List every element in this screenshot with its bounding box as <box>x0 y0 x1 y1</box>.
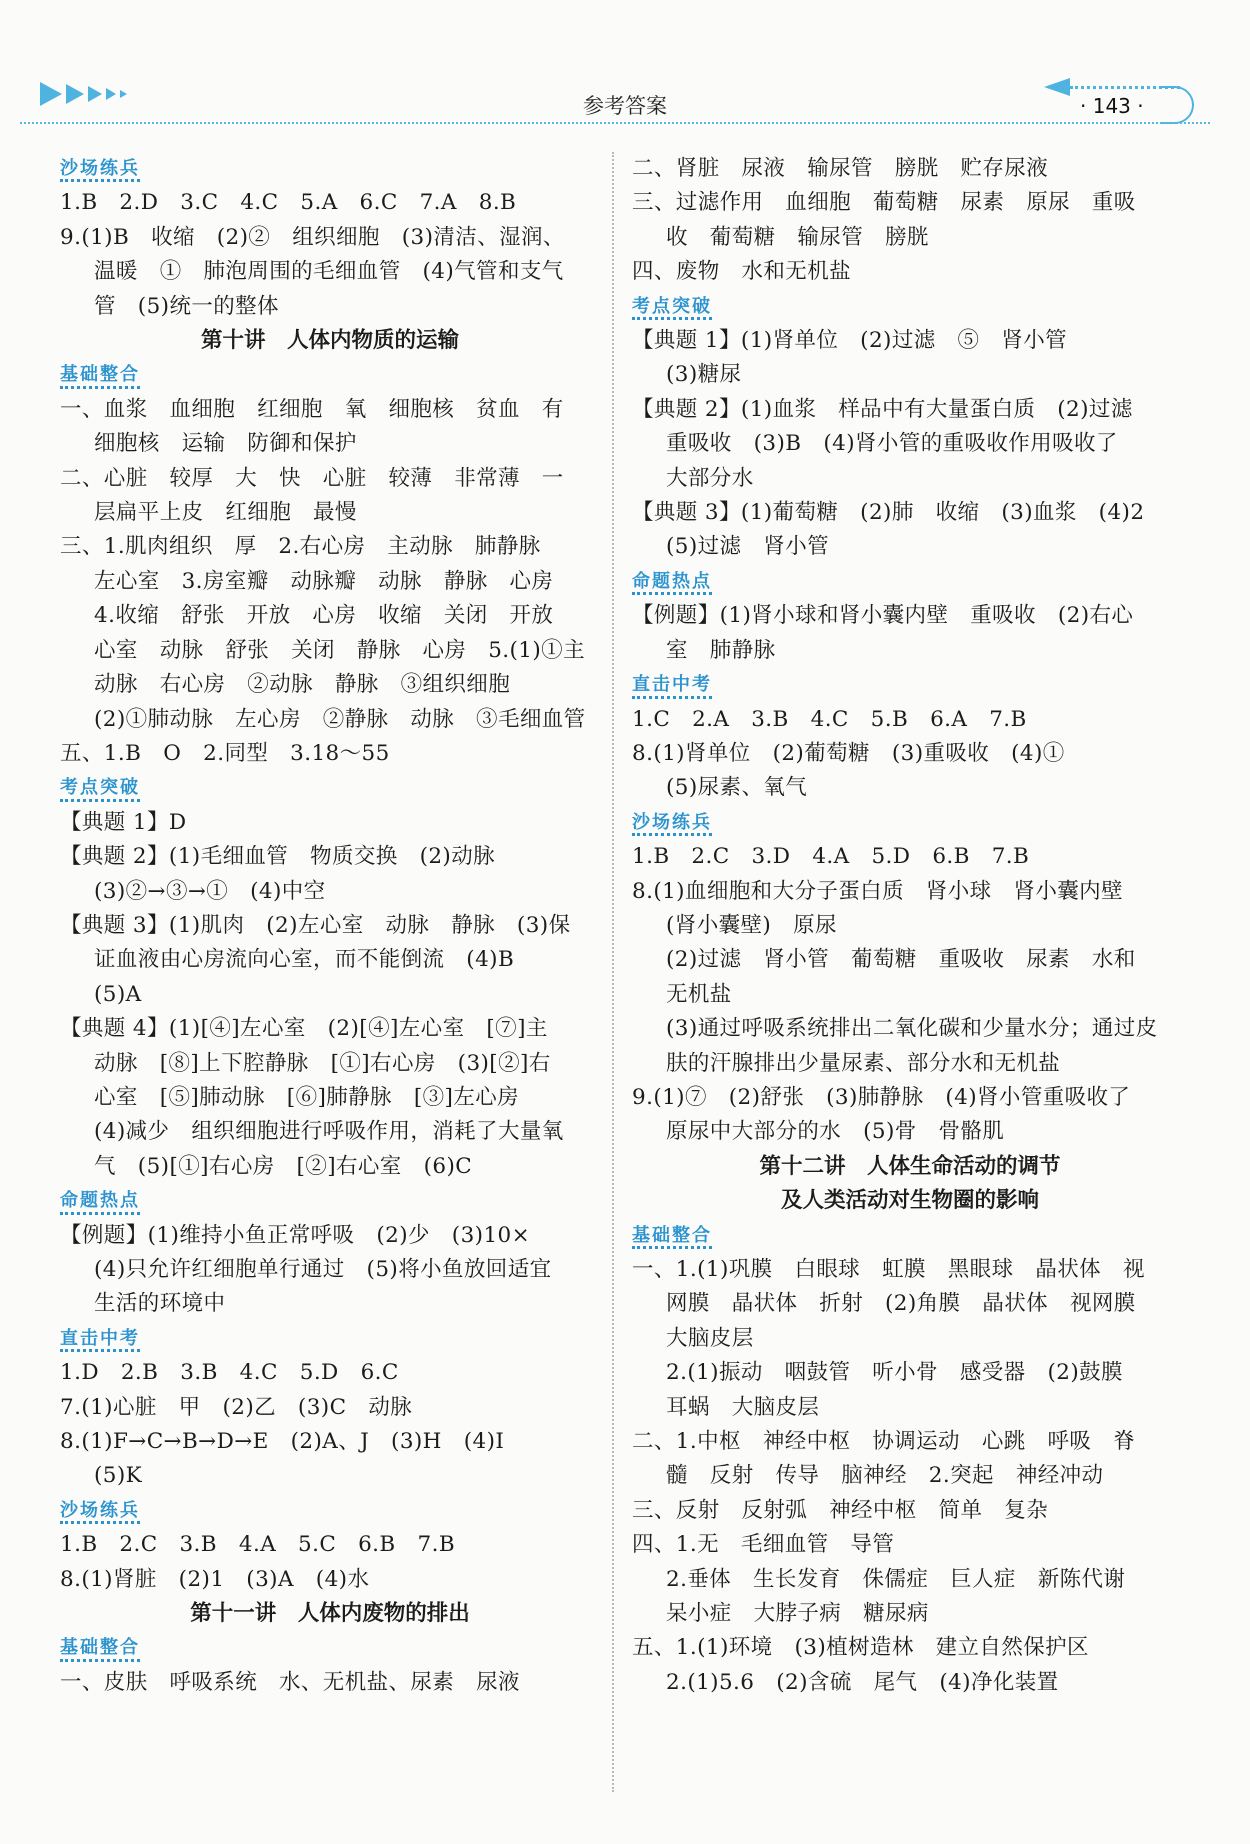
answer-line: 9.(1)⑦ (2)舒张 (3)肺静脉 (4)肾小管重吸收了 <box>632 1084 1131 1110</box>
section-heading-row <box>60 1494 600 1528</box>
answer-line: 原尿中大部分的水 (5)骨 骨骼肌 <box>666 1119 1005 1145</box>
section-heading: 命题热点 <box>632 565 712 599</box>
section-heading-row <box>632 290 1188 324</box>
answer-line: (2)过滤 肾小管 葡萄糖 重吸收 尿素 水和 <box>666 947 1136 973</box>
answer-line: 1.B 2.C 3.D 4.A 5.D 6.B 7.B <box>632 844 1030 870</box>
section-heading: 基础整合 <box>60 1631 140 1665</box>
section-heading: 直击中考 <box>632 668 712 702</box>
answer-line: 心室 动脉 舒张 关闭 静脉 心房 5.(1)①主 <box>94 637 585 663</box>
page-number-badge <box>1044 78 1194 122</box>
column-divider <box>612 152 614 1792</box>
answer-line: 气 (5)[①]右心房 [②]右心室 (6)C <box>94 1153 473 1179</box>
answer-line: 【典题 1】(1)肾单位 (2)过滤 ⑤ 肾小管 <box>632 328 1068 354</box>
answer-line: 【例题】(1)维持小鱼正常呼吸 (2)少 (3)10× <box>60 1222 531 1248</box>
answer-line: 1.D 2.B 3.B 4.C 5.D 6.C <box>60 1360 399 1386</box>
answer-line: 五、1.(1)环境 (3)植树造林 建立自然保护区 <box>632 1635 1089 1661</box>
answer-line: 二、肾脏 尿液 输尿管 膀胱 贮存尿液 <box>632 156 1049 181</box>
answer-line: 五、1.B O 2.同型 3.18～55 <box>60 740 390 766</box>
answer-line: 肤的汗腺排出少量尿素、部分水和无机盐 <box>666 1050 1061 1076</box>
answer-line: 【典题 3】(1)肌肉 (2)左心室 动脉 静脉 (3)保 <box>60 912 571 938</box>
answer-line: (4)只允许红细胞单行通过 (5)将小鱼放回适宜 <box>94 1257 552 1282</box>
section-heading-row <box>60 1184 600 1218</box>
answer-line: 【典题 2】(1)血浆 样品中有大量蛋白质 (2)过滤 <box>632 396 1133 422</box>
answer-line: 温暖 ① 肺泡周围的毛细血管 (4)气管和支气 <box>94 259 564 285</box>
answer-line: 大脑皮层 <box>666 1325 754 1351</box>
answer-line: 1.C 2.A 3.B 4.C 5.B 6.A 7.B <box>632 706 1027 732</box>
lecture-title: 第十二讲 人体生命活动的调节 <box>759 1153 1061 1179</box>
answer-line: 一、1.(1)巩膜 白眼球 虹膜 黑眼球 晶状体 视 <box>632 1257 1145 1282</box>
answer-line: (3)②→③→① (4)中空 <box>94 878 326 904</box>
answer-line: 三、过滤作用 血细胞 葡萄糖 尿素 原尿 重吸 <box>632 190 1136 216</box>
page-title: 参考答案 <box>583 94 667 118</box>
answer-line: 【典题 4】(1)[④]左心室 (2)[④]左心室 [⑦]主 <box>60 1016 548 1042</box>
section-heading: 沙场练兵 <box>632 806 712 840</box>
answer-line: (3)糖尿 <box>666 362 742 388</box>
answer-line: 室 肺静脉 <box>666 637 776 663</box>
answer-line: 8.(1)肾脏 (2)1 (3)A (4)水 <box>60 1566 370 1592</box>
section-heading: 沙场练兵 <box>60 1494 140 1528</box>
answer-line: 二、心脏 较厚 大 快 心脏 较薄 非常薄 一 <box>60 465 564 491</box>
section-heading-row <box>632 668 1188 702</box>
section-heading: 直击中考 <box>60 1322 140 1356</box>
answer-line: 耳蜗 大脑皮层 <box>666 1394 820 1420</box>
answer-line: 左心室 3.房室瓣 动脉瓣 动脉 静脉 心房 <box>94 568 554 594</box>
answer-line: 【例题】(1)肾小球和肾小囊内壁 重吸收 (2)右心 <box>632 603 1134 629</box>
answer-line: 重吸收 (3)B (4)肾小管的重吸收作用吸收了 <box>666 431 1118 457</box>
answer-line: (4)减少 组织细胞进行呼吸作用，消耗了大量氧 <box>94 1119 564 1145</box>
answer-line: 三、1.肌肉组织 厚 2.右心房 主动脉 肺静脉 <box>60 534 541 560</box>
answer-line: 一、皮肤 呼吸系统 水、无机盐、尿素 尿液 <box>60 1669 520 1695</box>
section-heading: 命题热点 <box>60 1184 140 1218</box>
section-heading: 考点突破 <box>60 771 140 805</box>
answer-line: 三、反射 反射弧 神经中枢 简单 复杂 <box>632 1497 1049 1523</box>
answer-line: 2.(1)振动 咽鼓管 听小骨 感受器 (2)鼓膜 <box>666 1360 1123 1386</box>
answer-line: 8.(1)肾单位 (2)葡萄糖 (3)重吸收 (4)① <box>632 740 1065 766</box>
page-header <box>0 0 1250 140</box>
answer-line: 4.收缩 舒张 开放 心房 收缩 关闭 开放 <box>94 603 554 629</box>
answer-line: (5)A <box>94 981 142 1007</box>
answer-line: 无机盐 <box>666 981 732 1007</box>
answer-line: 层扁平上皮 红细胞 最慢 <box>94 500 357 526</box>
answer-line: 大部分水 <box>666 465 754 491</box>
lecture-title: 第十讲 人体内物质的运输 <box>200 328 459 354</box>
answer-line: 心室 [⑤]肺动脉 [⑥]肺静脉 [③]左心房 <box>94 1084 520 1110</box>
section-heading-row <box>632 565 1188 599</box>
answer-line: 【典题 3】(1)葡萄糖 (2)肺 收缩 (3)血浆 (4)2 <box>632 500 1145 526</box>
section-heading-row <box>60 152 600 186</box>
answer-line: 呆小症 大脖子病 糖尿病 <box>666 1601 929 1627</box>
page-number: · 143 · <box>1080 94 1144 118</box>
answer-line: 细胞核 运输 防御和保护 <box>94 431 357 457</box>
section-heading: 考点突破 <box>632 290 712 324</box>
answer-line: 【典题 2】(1)毛细血管 物质交换 (2)动脉 <box>60 844 496 870</box>
right-column <box>632 152 1188 1700</box>
section-heading-row <box>60 358 600 392</box>
answer-line: 网膜 晶状体 折射 (2)角膜 晶状体 视网膜 <box>666 1291 1136 1317</box>
answer-line: (5)过滤 肾小管 <box>666 534 830 560</box>
section-heading: 沙场练兵 <box>60 152 140 186</box>
answer-line: (5)尿素、氧气 <box>666 775 808 801</box>
answer-line: (3)通过呼吸系统排出二氧化碳和少量水分；通过皮 <box>666 1016 1158 1042</box>
header-divider <box>20 122 1210 124</box>
answer-line: 1.B 2.C 3.B 4.A 5.C 6.B 7.B <box>60 1532 456 1558</box>
answer-line: 8.(1)F→C→B→D→E (2)A、J (3)H (4)I <box>60 1429 505 1455</box>
left-column <box>60 152 600 1700</box>
answer-line: 2.垂体 生长发育 侏儒症 巨人症 新陈代谢 <box>666 1566 1126 1592</box>
lecture-title: 及人类活动对生物圈的影响 <box>780 1188 1039 1214</box>
answer-line: 证血液由心房流向心室，而不能倒流 (4)B <box>94 947 515 973</box>
lecture-title: 第十一讲 人体内废物的排出 <box>190 1601 470 1627</box>
answer-line: (肾小囊壁) 原尿 <box>666 912 837 938</box>
answer-line: 二、1.中枢 神经中枢 协调运动 心跳 呼吸 脊 <box>632 1429 1136 1455</box>
answer-line: 一、血浆 血细胞 红细胞 氧 细胞核 贫血 有 <box>60 396 564 422</box>
answer-line: 生活的环境中 <box>94 1291 226 1317</box>
answer-line: 1.B 2.D 3.C 4.C 5.A 6.C 7.A 8.B <box>60 190 517 216</box>
answer-line: 7.(1)心脏 甲 (2)乙 (3)C 动脉 <box>60 1394 413 1420</box>
answer-line: 髓 反射 传导 脑神经 2.突起 神经冲动 <box>666 1463 1104 1489</box>
answer-line: 动脉 右心房 ②动脉 静脉 ③组织细胞 <box>94 672 511 698</box>
answer-line: 【典题 1】D <box>60 809 187 835</box>
section-heading: 基础整合 <box>632 1219 712 1253</box>
answer-line: 收 葡萄糖 输尿管 膀胱 <box>666 224 929 250</box>
answer-line: (2)①肺动脉 左心房 ②静脉 动脉 ③毛细血管 <box>94 706 586 732</box>
answer-line: 管 (5)统一的整体 <box>94 293 279 319</box>
section-heading-row <box>632 1219 1188 1253</box>
section-heading-row <box>632 806 1188 840</box>
section-heading-row <box>60 771 600 805</box>
answer-line: 2.(1)5.6 (2)含硫 尾气 (4)净化装置 <box>666 1669 1059 1695</box>
answer-line: 四、废物 水和无机盐 <box>632 259 852 285</box>
section-heading-row <box>60 1631 600 1665</box>
answer-line: 四、1.无 毛细血管 导管 <box>632 1532 895 1558</box>
left-arrow-icon <box>1044 78 1070 96</box>
section-heading: 基础整合 <box>60 358 140 392</box>
section-heading-row <box>60 1322 600 1356</box>
answer-line: (5)K <box>94 1463 143 1489</box>
answer-line: 8.(1)血细胞和大分子蛋白质 肾小球 肾小囊内壁 <box>632 878 1123 904</box>
answer-line: 动脉 [⑧]上下腔静脉 [①]右心房 (3)[②]右 <box>94 1050 551 1076</box>
answer-line: 9.(1)B 收缩 (2)② 组织细胞 (3)清洁、湿润、 <box>60 224 565 250</box>
